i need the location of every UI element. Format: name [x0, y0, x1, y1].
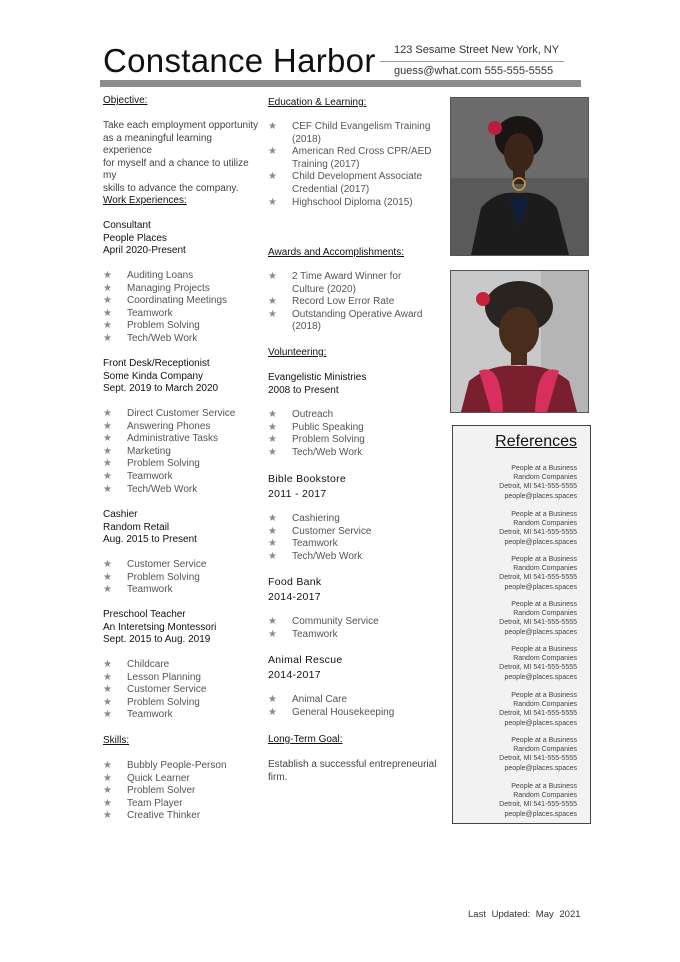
reference-entry: People at a Business Random Companies Detroit, MI 541-555-5555 people@places.spaces: [499, 737, 577, 772]
list-item: ★ Lesson Planning: [103, 671, 201, 683]
list-item: ★ Teamwork: [268, 628, 338, 640]
org-header: [268, 653, 343, 682]
awards-list: [268, 271, 436, 334]
resume-name: Constance Harbor: [103, 42, 376, 79]
skills-heading: Skills:: [103, 735, 130, 746]
star-icon: ★: [268, 121, 277, 132]
star-icon: ★: [103, 709, 112, 721]
star-icon: ★: [268, 550, 277, 562]
list-item: ★ Auditing Loans: [103, 270, 194, 281]
header-rule: [100, 80, 581, 87]
list-item: ★ Animal Care: [268, 694, 348, 705]
star-icon: ★: [268, 525, 277, 537]
list-item: ★ Community Service: [268, 616, 379, 627]
last-updated: Last Updated: May 2021: [468, 909, 581, 920]
education-heading: Education & Learning:: [268, 97, 367, 108]
job-company: An Interetsing Montessori: [103, 621, 217, 633]
list-item: ★ Highschool Diploma (2015): [268, 196, 413, 208]
reference-entry: People at a Business Random Companies Detroit, MI 541-555-5555 people@places.spaces: [499, 511, 577, 546]
star-icon: ★: [268, 146, 277, 158]
job-header: [103, 509, 197, 547]
profile-photo: [450, 270, 589, 413]
list-item: ★ Tech/Web Work: [268, 446, 363, 458]
list-item: ★ Direct Customer Service: [103, 408, 236, 419]
list-item: ★ Team Player: [103, 797, 183, 809]
list-item: ★ Problem Solving: [103, 320, 200, 332]
reference-entry: People at a Business Random Companies Detroit, MI 541-555-5555 people@places.spaces: [499, 646, 577, 681]
list-item: ★ CEF Child Evangelism Training (2018): [268, 121, 431, 145]
references-box: [452, 425, 591, 824]
list-item: ★ Teamwork: [103, 307, 173, 319]
list-item: ★ Tech/Web Work: [268, 550, 363, 562]
job-dates: Sept. 2019 to March 2020: [103, 383, 219, 395]
org-duties: [268, 513, 371, 563]
star-icon: ★: [103, 270, 112, 281]
list-item: ★ Tech/Web Work: [103, 332, 198, 344]
star-icon: ★: [103, 483, 112, 495]
job-header: [103, 220, 186, 258]
star-icon: ★: [103, 332, 112, 344]
list-item: ★ Coordinating Meetings: [103, 295, 228, 307]
job-dates: Aug. 2015 to Present: [103, 534, 197, 546]
star-icon: ★: [103, 470, 112, 482]
list-item: ★ Creative Thinker: [103, 810, 201, 822]
list-item: ★ Teamwork: [103, 709, 173, 721]
list-item: ★ Managing Projects: [103, 282, 210, 294]
org-dates: 2008 to Present: [268, 384, 339, 396]
list-item: ★ Customer Service: [268, 525, 372, 537]
list-item: ★ Teamwork: [103, 584, 173, 596]
contact-divider: [380, 61, 564, 62]
list-item: ★ Marketing: [103, 445, 171, 457]
list-item: ★ Public Speaking: [268, 421, 364, 433]
star-icon: ★: [103, 445, 112, 457]
star-icon: ★: [268, 446, 277, 458]
job-title: Front Desk/Receptionist: [103, 358, 210, 369]
reference-entry: People at a Business Random Companies Detroit, MI 541-555-5555 people@places.spaces: [499, 692, 577, 727]
reference-entry: People at a Business Random Companies Detroit, MI 541-555-5555 people@places.spaces: [499, 601, 577, 636]
star-icon: ★: [103, 671, 112, 683]
star-icon: ★: [268, 308, 277, 320]
star-icon: ★: [268, 616, 277, 627]
list-item: ★ Record Low Error Rate: [268, 296, 395, 308]
list-item: ★ American Red Cross CPR/AED Training (2017): [268, 146, 432, 170]
job-company: People Places: [103, 232, 167, 244]
star-icon: ★: [103, 571, 112, 583]
star-icon: ★: [103, 785, 112, 797]
profile-photo: [450, 97, 589, 256]
star-icon: ★: [103, 408, 112, 419]
org-name: Evangelistic Ministries: [268, 372, 367, 383]
job-title: Preschool Teacher: [103, 609, 186, 620]
list-item: ★ Customer Service: [103, 559, 207, 570]
star-icon: ★: [103, 295, 112, 307]
org-name: Bible Bookstore: [268, 473, 347, 485]
star-icon: ★: [268, 296, 277, 308]
star-icon: ★: [103, 433, 112, 445]
list-item: ★ Cashiering: [268, 513, 340, 524]
list-item: ★ Problem Solving: [103, 696, 200, 708]
skills-list: [103, 760, 227, 823]
job-dates: Sept. 2015 to Aug. 2019: [103, 634, 211, 646]
org-header: [268, 472, 346, 501]
star-icon: ★: [268, 694, 277, 705]
job-title: Cashier: [103, 509, 138, 520]
list-item: ★ Teamwork: [268, 538, 338, 550]
job-duties: [103, 408, 235, 496]
job-company: Some Kinda Company: [103, 370, 204, 382]
list-item: ★ Problem Solving: [103, 458, 200, 470]
star-icon: ★: [268, 434, 277, 446]
org-duties: [268, 409, 365, 459]
star-icon: ★: [103, 760, 112, 771]
star-icon: ★: [103, 420, 112, 432]
star-icon: ★: [103, 772, 112, 784]
star-icon: ★: [103, 696, 112, 708]
job-dates: April 2020-Present: [103, 245, 186, 257]
volunteering-heading: Volunteering:: [268, 347, 327, 358]
star-icon: ★: [268, 538, 277, 550]
job-header: [103, 358, 218, 396]
star-icon: ★: [268, 421, 277, 433]
star-icon: ★: [103, 584, 112, 596]
org-dates: 2014-2017: [268, 668, 321, 681]
star-icon: ★: [103, 559, 112, 570]
reference-entry: People at a Business Random Companies Detroit, MI 541-555-5555 people@places.spaces: [499, 465, 577, 500]
org-header: [268, 372, 366, 397]
list-item: ★ Customer Service: [103, 684, 207, 696]
goal-heading: Long-Term Goal:: [268, 734, 343, 745]
list-item: ★ Problem Solving: [103, 571, 200, 583]
list-item: ★ Outreach: [268, 409, 334, 420]
portrait-illustration: [451, 98, 588, 255]
org-name: Food Bank: [268, 576, 322, 588]
org-dates: 2011 - 2017: [268, 487, 327, 500]
education-list: [268, 121, 436, 209]
list-item: ★ General Housekeeping: [268, 706, 395, 718]
list-item: ★ Teamwork: [103, 470, 173, 482]
star-icon: ★: [268, 196, 277, 208]
contact-email-phone: guess@what.com 555-555-5555: [394, 65, 554, 77]
list-item: ★ Childcare: [103, 659, 170, 670]
portrait-illustration: [451, 271, 588, 412]
reference-entry: People at a Business Random Companies Detroit, MI 541-555-5555 people@places.spaces: [499, 783, 577, 818]
objective-heading: Objective:: [103, 95, 148, 106]
job-duties: [103, 659, 206, 722]
job-title: Consultant: [103, 220, 151, 231]
org-duties: [268, 694, 394, 719]
work-heading: Work Experiences:: [103, 195, 187, 206]
objective-text: Take each employment opportunity as a meaningful learning experience for myself and a chance to utilize my skills to advance the company.: [103, 120, 259, 194]
star-icon: ★: [103, 307, 112, 319]
star-icon: ★: [103, 282, 112, 294]
goal-text: Establish a successful entrepreneurial firm.: [268, 759, 437, 783]
job-duties: [103, 559, 206, 597]
list-item: ★ 2 Time Award Winner for Culture (2020): [268, 271, 402, 295]
star-icon: ★: [268, 409, 277, 420]
reference-entry: People at a Business Random Companies Detroit, MI 541-555-5555 people@places.spaces: [499, 556, 577, 591]
star-icon: ★: [268, 271, 277, 282]
job-header: [103, 609, 216, 647]
star-icon: ★: [268, 706, 277, 718]
list-item: ★ Quick Learner: [103, 772, 190, 784]
references-heading: References: [495, 433, 577, 450]
job-company: Random Retail: [103, 521, 170, 533]
list-item: ★ Answering Phones: [103, 420, 211, 432]
list-item: ★ Outstanding Operative Award (2018): [268, 308, 423, 333]
org-name: Animal Rescue: [268, 654, 343, 666]
org-dates: 2014-2017: [268, 590, 321, 603]
star-icon: ★: [268, 513, 277, 524]
list-item: ★ Tech/Web Work: [103, 483, 198, 495]
list-item: ★ Child Development Associate Credential (2017): [268, 171, 423, 195]
star-icon: ★: [103, 810, 112, 822]
star-icon: ★: [103, 797, 112, 809]
list-item: ★ Bubbly People-Person: [103, 760, 227, 771]
star-icon: ★: [103, 458, 112, 470]
job-duties: [103, 270, 227, 346]
list-item: ★ Problem Solver: [103, 785, 196, 797]
org-duties: [268, 616, 379, 641]
star-icon: ★: [268, 628, 277, 640]
awards-heading: Awards and Accomplishments:: [268, 247, 404, 258]
contact-address: 123 Sesame Street New York, NY: [394, 44, 560, 56]
star-icon: ★: [268, 171, 277, 183]
list-item: ★ Administrative Tasks: [103, 433, 218, 445]
star-icon: ★: [103, 684, 112, 696]
list-item: ★ Problem Solving: [268, 434, 365, 446]
star-icon: ★: [103, 320, 112, 332]
org-header: [268, 575, 321, 604]
star-icon: ★: [103, 659, 112, 670]
